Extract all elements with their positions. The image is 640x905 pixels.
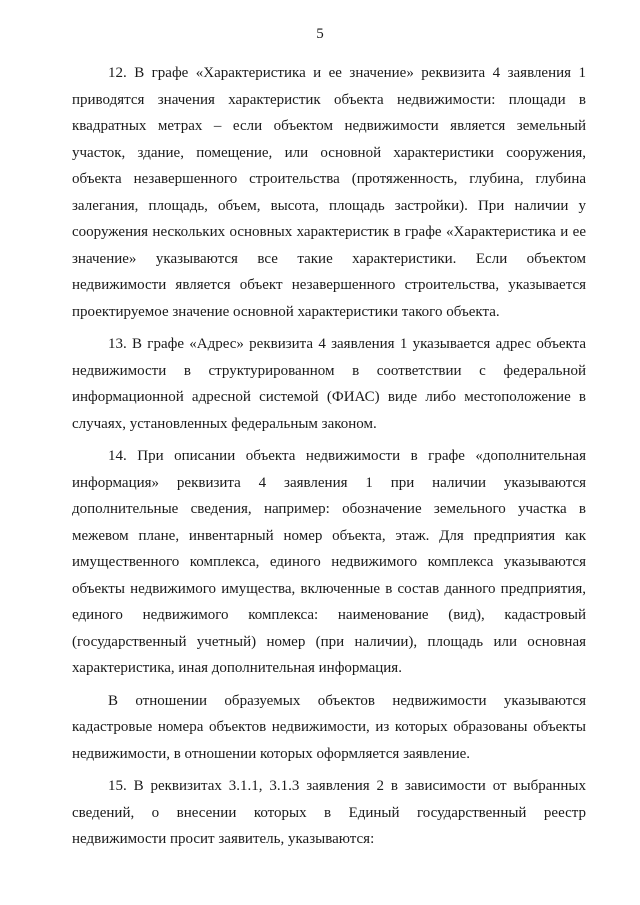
page-number: 5 <box>316 26 324 42</box>
paragraph-14-continuation: В отношении образуемых объектов недвижимости указываются кадастровые номера объектов недвижимости, из которых образованы объекты недвижимости, в отношении которых оформляется заявление. <box>72 692 586 762</box>
document-body <box>72 60 586 853</box>
paragraph-13: 13. В графе «Адрес» реквизита 4 заявления 1 указывается адрес объекта недвижимости в структурированном в соответствии с федеральной информационной адресной системой (ФИАС) виде либо местоположение в случаях, установленных федеральным законом. <box>72 336 586 432</box>
paragraph-12: 12. В графе «Характеристика и ее значение» реквизита 4 заявления 1 приводятся значения характеристик объекта недвижимости: площади в квадратных метрах – если объектом недвижимости является земельный участок, здание, помещение, или основной характеристики сооружения, объекта незавершенного строительства (протяженность, глубина, глубина залегания, площадь, объем, высота, площадь застройки). При наличии у сооружения нескольких основных характеристик в графе «Характеристика и ее значение» указываются все такие характеристики. Если объектом недвижимости является объект незавершенного строительства, указывается проектируемое значение основной характеристики такого объекта. <box>72 65 586 320</box>
paragraph-15: 15. В реквизитах 3.1.1, 3.1.3 заявления 2 в зависимости от выбранных сведений, о внесении которых в Единый государственный реестр недвижимости просит заявитель, указываются: <box>72 778 586 847</box>
paragraph-14: 14. При описании объекта недвижимости в графе «дополнительная информация» реквизита 4 заявления 1 при наличии указываются дополнительные сведения, например: обозначение земельного участка в межевом плане, инвентарный номер объекта, этаж. Для предприятия как имущественного комплекса, единого недвижимого комплекса указываются объекты недвижимого имущества, включенные в состав данного предприятия, единого недвижимого комплекса: наименование (вид), кадастровый (государственный учетный) номер (при наличии), площадь или основная характеристика, иная дополнительная информация. <box>72 448 586 676</box>
